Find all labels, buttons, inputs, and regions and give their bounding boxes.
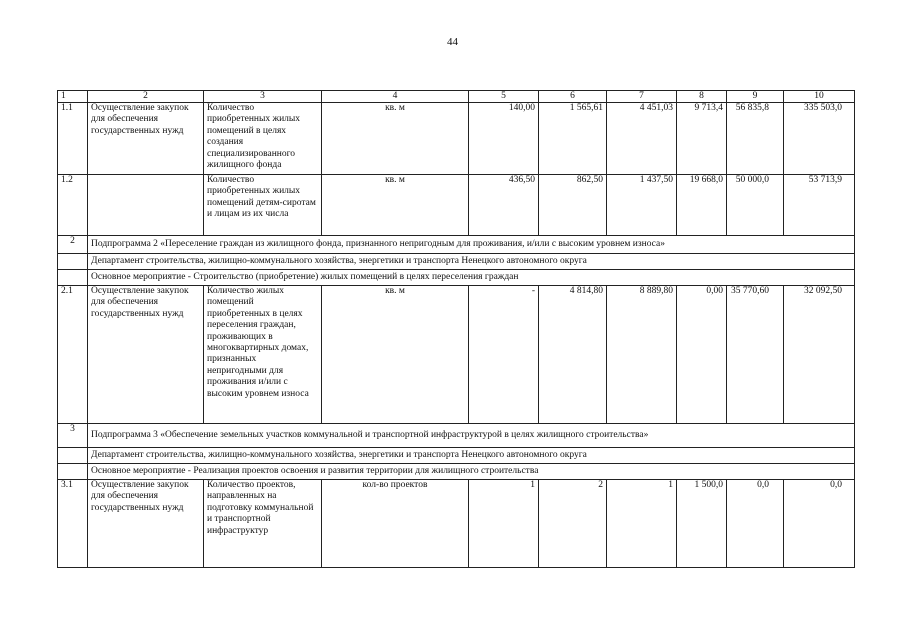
value-col-9: 50 000,0 [727,175,784,236]
section-number [58,448,88,464]
unit: кв. м [322,286,469,424]
value-col-8: 1 500,0 [677,480,727,568]
value-col-6: 2 [539,480,607,568]
table-row [58,480,855,568]
row-index: 3.1 [58,480,88,568]
value-col-6: 4 814,80 [539,286,607,424]
table-row [58,103,855,175]
indicator-name: Количество жилых помещений приобретенных в целях переселения граждан, проживающих в многоквартирных домах, признанных непригодными для проживания и/или с высоким уровнем износа [204,286,322,424]
table-row [58,286,855,424]
section-number [58,464,88,480]
section-row [58,270,855,286]
column-number: 9 [727,91,784,103]
value-col-7: 1 437,50 [607,175,677,236]
value-col-9: 35 770,60 [727,286,784,424]
column-number: 10 [784,91,855,103]
section-row [58,448,855,464]
page-number: 44 [447,36,458,48]
value-col-6: 1 565,61 [539,103,607,175]
value-col-5: 140,00 [469,103,539,175]
event-name: Осуществление закупок для обеспечения государственных нужд [88,103,204,175]
value-col-8: 0,00 [677,286,727,424]
section-title: Основное мероприятие - Реализация проектов освоения и развития территории для жилищного строительства [88,464,855,480]
column-number: 6 [539,91,607,103]
event-name [88,175,204,236]
value-col-6: 862,50 [539,175,607,236]
event-name: Осуществление закупок для обеспечения государственных нужд [88,480,204,568]
section-title: Департамент строительства, жилищно-коммунального хозяйства, энергетики и транспорта Ненецкого автономного округа [88,254,855,270]
section-number: 3 [58,424,88,448]
row-index: 1.1 [58,103,88,175]
unit: кв. м [322,103,469,175]
event-name: Осуществление закупок для обеспечения государственных нужд [88,286,204,424]
indicators-table [57,90,855,568]
row-index: 2.1 [58,286,88,424]
column-number: 3 [204,91,322,103]
unit: кол-во проектов [322,480,469,568]
value-col-9: 56 835,8 [727,103,784,175]
value-col-10: 32 092,50 [784,286,855,424]
value-col-8: 19 668,0 [677,175,727,236]
indicator-name: Количество проектов, направленных на подготовку коммунальной и транспортной инфраструктур [204,480,322,568]
value-col-5: - [469,286,539,424]
column-number: 5 [469,91,539,103]
indicator-name: Количество приобретенных жилых помещений детям-сиротам и лицам из их числа [204,175,322,236]
value-col-5: 1 [469,480,539,568]
value-col-9: 0,0 [727,480,784,568]
value-col-7: 4 451,03 [607,103,677,175]
value-col-10: 335 503,0 [784,103,855,175]
section-row [58,464,855,480]
unit: кв. м [322,175,469,236]
indicator-name: Количество приобретенных жилых помещений в целях создания специализированного жилищного фонда [204,103,322,175]
section-row [58,254,855,270]
column-number: 7 [607,91,677,103]
table-row [58,175,855,236]
column-number: 8 [677,91,727,103]
column-number: 4 [322,91,469,103]
value-col-10: 0,0 [784,480,855,568]
value-col-7: 8 889,80 [607,286,677,424]
column-number: 1 [58,91,88,103]
section-number: 2 [58,236,88,254]
section-title: Подпрограмма 3 «Обеспечение земельных участков коммунальной и транспортной инфраструктурой в целях жилищного строительства» [88,424,855,448]
value-col-7: 1 [607,480,677,568]
section-title: Основное мероприятие - Строительство (приобретение) жилых помещений в целях переселения граждан [88,270,855,286]
section-number [58,254,88,270]
section-title: Подпрограмма 2 «Переселение граждан из жилищного фонда, признанного непригодным для проживания, и/или с высоким уровнем износа» [88,236,855,254]
section-row [58,236,855,254]
value-col-10: 53 713,9 [784,175,855,236]
value-col-8: 9 713,4 [677,103,727,175]
section-title: Департамент строительства, жилищно-коммунального хозяйства, энергетики и транспорта Ненецкого автономного округа [88,448,855,464]
row-index: 1.2 [58,175,88,236]
section-number [58,270,88,286]
column-number: 2 [88,91,204,103]
section-row [58,424,855,448]
value-col-5: 436,50 [469,175,539,236]
column-numbers-row [58,91,855,103]
